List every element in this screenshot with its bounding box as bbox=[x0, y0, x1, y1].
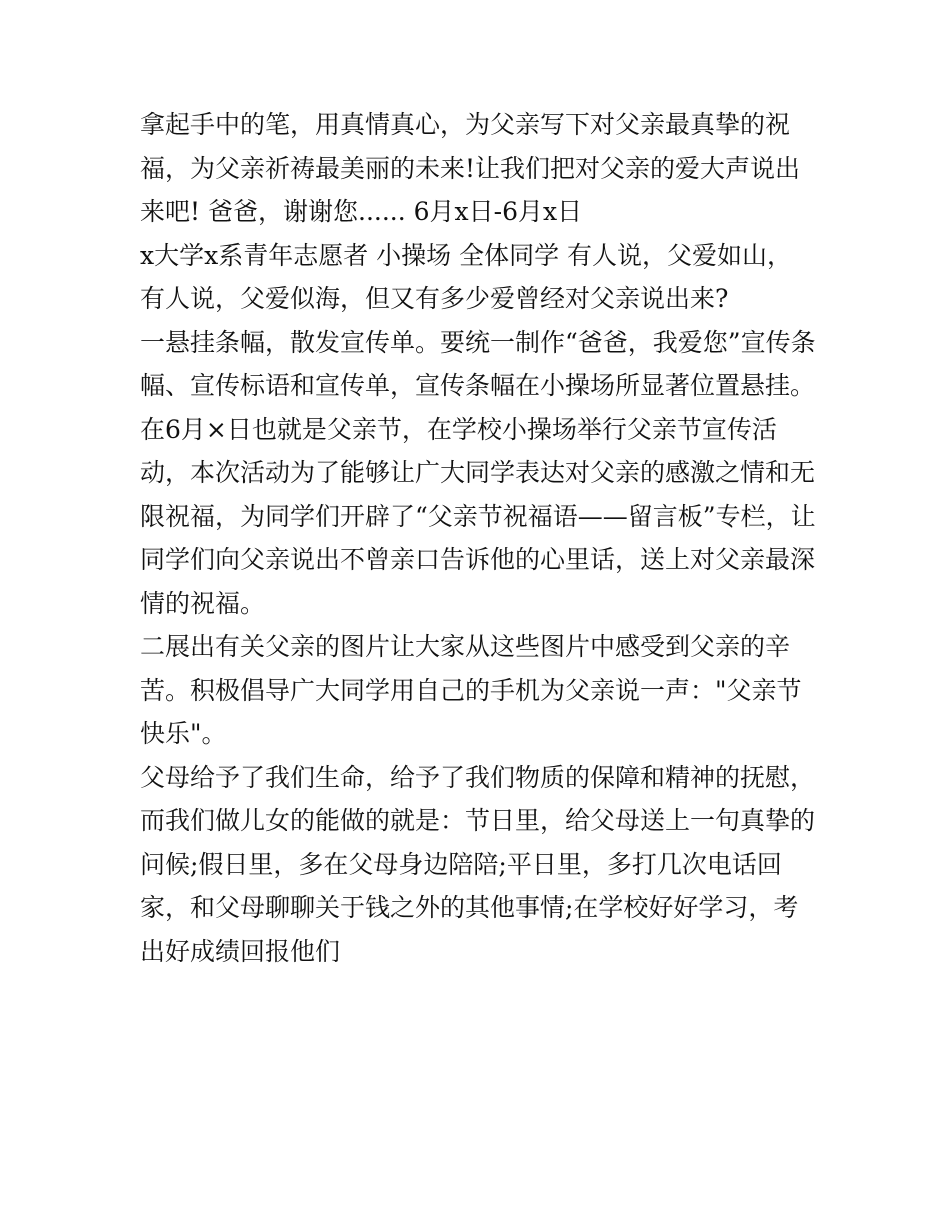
text-line: 动，本次活动为了能够让广大同学表达对父亲的感激之情和无 bbox=[140, 458, 816, 487]
document-body bbox=[140, 103, 830, 973]
text-line: 情的祝福。 bbox=[140, 588, 266, 618]
paragraph-1 bbox=[140, 103, 830, 234]
text-line: x大学x系青年志愿者 小操场 全体同学 有人说，父爱如山， bbox=[140, 240, 793, 270]
text-line: 快乐"。 bbox=[140, 719, 227, 748]
text-line: 出好成绩回报他们 bbox=[140, 936, 341, 966]
text-line: 而我们做儿女的能做的就是：节日里，给父母送上一句真挚的 bbox=[140, 806, 816, 835]
paragraph-3 bbox=[140, 321, 830, 408]
text-line: 父母给予了我们生命，给予了我们物质的保障和精神的抚慰， bbox=[140, 762, 816, 792]
paragraph-5 bbox=[140, 625, 830, 756]
text-line: 二展出有关父亲的图片让大家从这些图片中感受到父亲的辛 bbox=[140, 632, 791, 661]
text-line: 来吧! 爸爸，谢谢您...... 6月x日-6月x日 bbox=[140, 197, 583, 226]
paragraph-2 bbox=[140, 234, 830, 321]
text-line: 问候;假日里，多在父母身边陪陪;平日里，多打几次电话回 bbox=[140, 849, 782, 879]
text-line: 同学们向父亲说出不曾亲口告诉他的心里话，送上对父亲最深 bbox=[140, 545, 816, 574]
paragraph-6 bbox=[140, 756, 830, 974]
text-line: 限祝福，为同学们开辟了“父亲节祝福语——留言板”专栏，让 bbox=[140, 501, 816, 531]
text-line: 有人说，父爱似海，但又有多少爱曾经对父亲说出来? bbox=[140, 284, 729, 313]
text-line: 拿起手中的笔，用真情真心，为父亲写下对父亲最真挚的祝 bbox=[140, 110, 791, 139]
paragraph-4 bbox=[140, 408, 830, 626]
text-line: 在6月×日也就是父亲节，在学校小操场举行父亲节宣传活 bbox=[140, 414, 777, 444]
text-line: 一悬挂条幅，散发宣传单。要统一制作“爸爸，我爱您”宣传条 bbox=[140, 327, 816, 357]
text-line: 幅、宣传标语和宣传单，宣传条幅在小操场所显著位置悬挂。 bbox=[140, 371, 816, 400]
text-line: 家，和父母聊聊关于钱之外的其他事情;在学校好好学习，考 bbox=[140, 893, 799, 922]
text-line: 福，为父亲祈祷最美丽的未来!让我们把对父亲的爱大声说出 bbox=[140, 153, 801, 183]
text-line: 苦。积极倡导广大同学用自己的手机为父亲说一声："父亲节 bbox=[140, 675, 802, 705]
